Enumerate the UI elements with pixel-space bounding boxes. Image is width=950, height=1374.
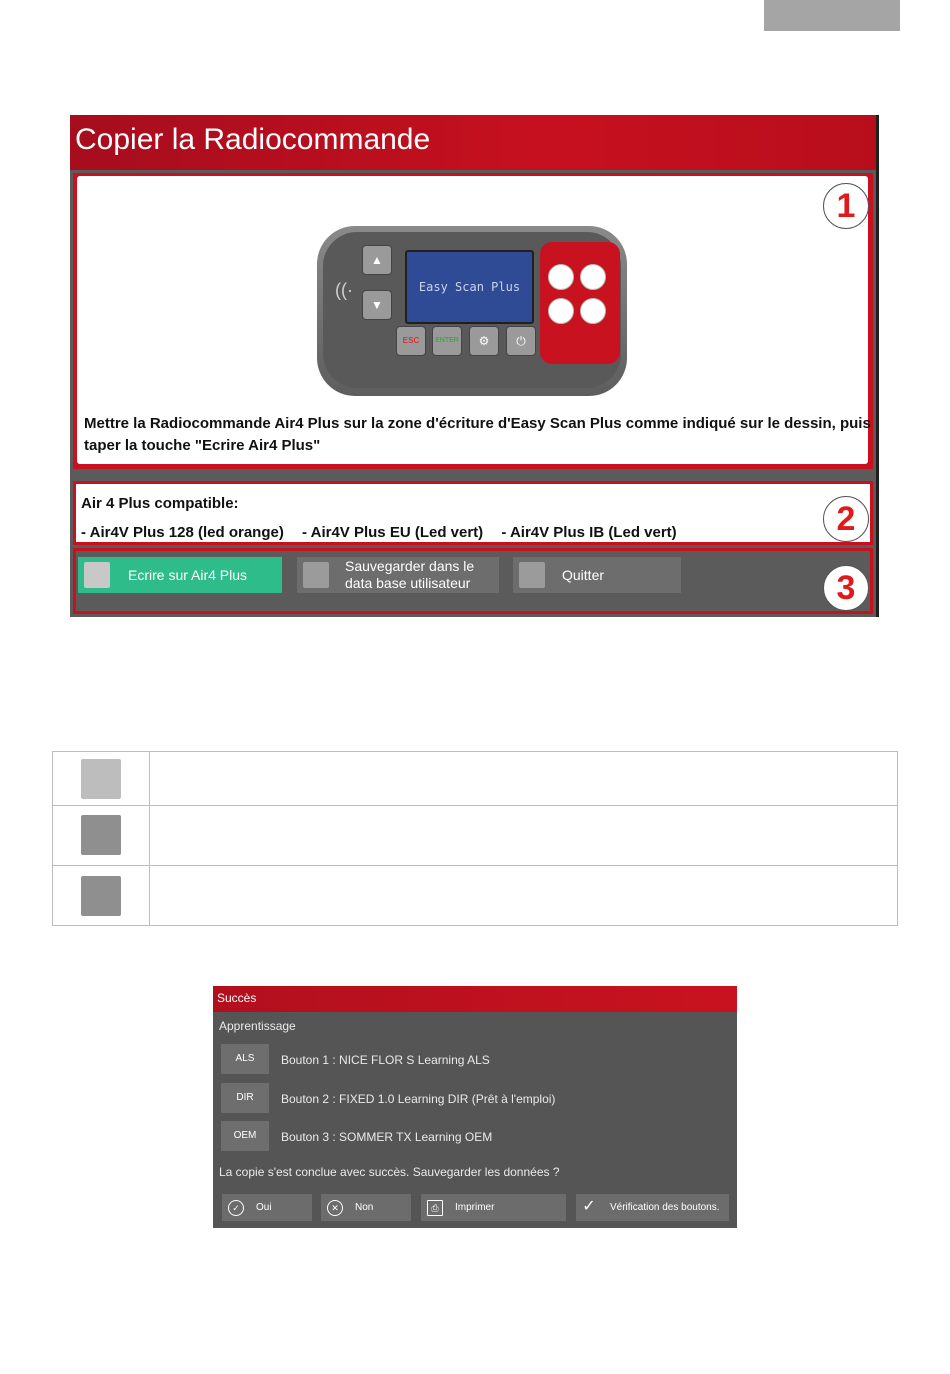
save-user-database-button[interactable] bbox=[297, 557, 499, 593]
copy-remote-window bbox=[70, 115, 879, 617]
close-circle-icon bbox=[81, 876, 121, 916]
dialog-header bbox=[213, 986, 737, 1012]
quit-button[interactable] bbox=[513, 557, 681, 593]
write-air4-label: Ecrire sur Air4 Plus bbox=[128, 567, 248, 583]
step-number-1: 1 bbox=[823, 183, 869, 229]
step-number-3: 3 bbox=[823, 565, 869, 611]
device-gear-icon: ⚙ bbox=[469, 326, 499, 356]
table-row bbox=[53, 806, 897, 866]
success-dialog bbox=[213, 986, 737, 1228]
device-up-icon: ▲ bbox=[362, 245, 392, 275]
actions-panel bbox=[73, 548, 873, 614]
compatibility-list bbox=[81, 524, 677, 541]
learning-tag-als: ALS bbox=[221, 1044, 269, 1074]
instruction-text: Mettre la Radiocommande Air4 Plus sur la zone d'écriture d'Easy Scan Plus comme indiqué sur le dessin, puis taper la touche "Ecrire Air4 Plus" bbox=[84, 415, 871, 454]
dialog-title: Succès bbox=[217, 991, 257, 1005]
device-esc-button: ESC bbox=[396, 326, 426, 356]
window-title: Copier la Radiocommande bbox=[75, 123, 431, 156]
save-label-line: data base utilisateur bbox=[345, 575, 471, 591]
dialog-section-title: Apprentissage bbox=[219, 1019, 296, 1033]
check-circle-icon: ✓ bbox=[228, 1200, 244, 1216]
remote-button bbox=[580, 264, 606, 290]
compatibility-panel-body bbox=[76, 484, 870, 542]
pdf-icon: ⎙ bbox=[427, 1200, 443, 1216]
actions-panel-body bbox=[76, 551, 870, 611]
remote-button bbox=[548, 264, 574, 290]
verify-label: Vérification des boutons. bbox=[610, 1202, 720, 1213]
close-circle-icon: ✕ bbox=[327, 1200, 343, 1216]
save-label bbox=[345, 558, 474, 592]
no-label: Non bbox=[355, 1202, 374, 1213]
window-header bbox=[70, 115, 876, 170]
save-icon bbox=[81, 815, 121, 855]
table-row bbox=[53, 752, 897, 806]
remote-button bbox=[580, 298, 606, 324]
device-enter-button: ENTER bbox=[432, 326, 462, 356]
icon-legend-table bbox=[52, 751, 898, 926]
write-remote-icon bbox=[81, 759, 121, 799]
page-header-bar bbox=[764, 0, 900, 31]
verify-buttons-button[interactable] bbox=[576, 1194, 729, 1221]
compatibility-title: Air 4 Plus compatible: bbox=[81, 495, 239, 512]
save-label-line: Sauvegarder dans le bbox=[345, 558, 475, 574]
window-edge bbox=[876, 115, 879, 617]
button-result-3: Bouton 3 : SOMMER TX Learning OEM bbox=[281, 1130, 493, 1144]
step-number-2: 2 bbox=[823, 496, 869, 542]
no-button[interactable] bbox=[321, 1194, 411, 1221]
write-remote-icon bbox=[84, 562, 110, 588]
close-circle-icon bbox=[519, 562, 545, 588]
device-power-icon: ⏻ bbox=[506, 326, 536, 356]
wireless-icon: ((· bbox=[335, 280, 353, 300]
checkmark-icon: ✓ bbox=[582, 1198, 596, 1215]
compat-item: - Air4V Plus IB (Led vert) bbox=[501, 524, 677, 541]
dialog-question: La copie s'est conclue avec succès. Sauvegarder les données ? bbox=[219, 1165, 560, 1179]
save-icon bbox=[303, 562, 329, 588]
table-row bbox=[53, 866, 897, 925]
write-air4-button[interactable] bbox=[78, 557, 282, 593]
yes-label: Oui bbox=[256, 1202, 272, 1213]
learning-tag-oem: OEM bbox=[221, 1121, 269, 1151]
print-label: Imprimer bbox=[455, 1202, 495, 1213]
compatibility-panel bbox=[73, 481, 873, 545]
compat-item: - Air4V Plus 128 (led orange) bbox=[81, 524, 284, 541]
print-button[interactable] bbox=[421, 1194, 566, 1221]
learning-tag-dir: DIR bbox=[221, 1083, 269, 1113]
yes-button[interactable] bbox=[222, 1194, 312, 1221]
remote-button bbox=[548, 298, 574, 324]
device-screen: Easy Scan Plus bbox=[405, 250, 534, 324]
button-result-2: Bouton 2 : FIXED 1.0 Learning DIR (Prêt à l'emploi) bbox=[281, 1092, 556, 1106]
compat-item: - Air4V Plus EU (Led vert) bbox=[302, 524, 484, 541]
quit-label: Quitter bbox=[562, 567, 605, 583]
button-result-1: Bouton 1 : NICE FLOR S Learning ALS bbox=[281, 1053, 490, 1067]
device-down-icon: ▼ bbox=[362, 290, 392, 320]
air4-remote-image bbox=[540, 242, 620, 364]
